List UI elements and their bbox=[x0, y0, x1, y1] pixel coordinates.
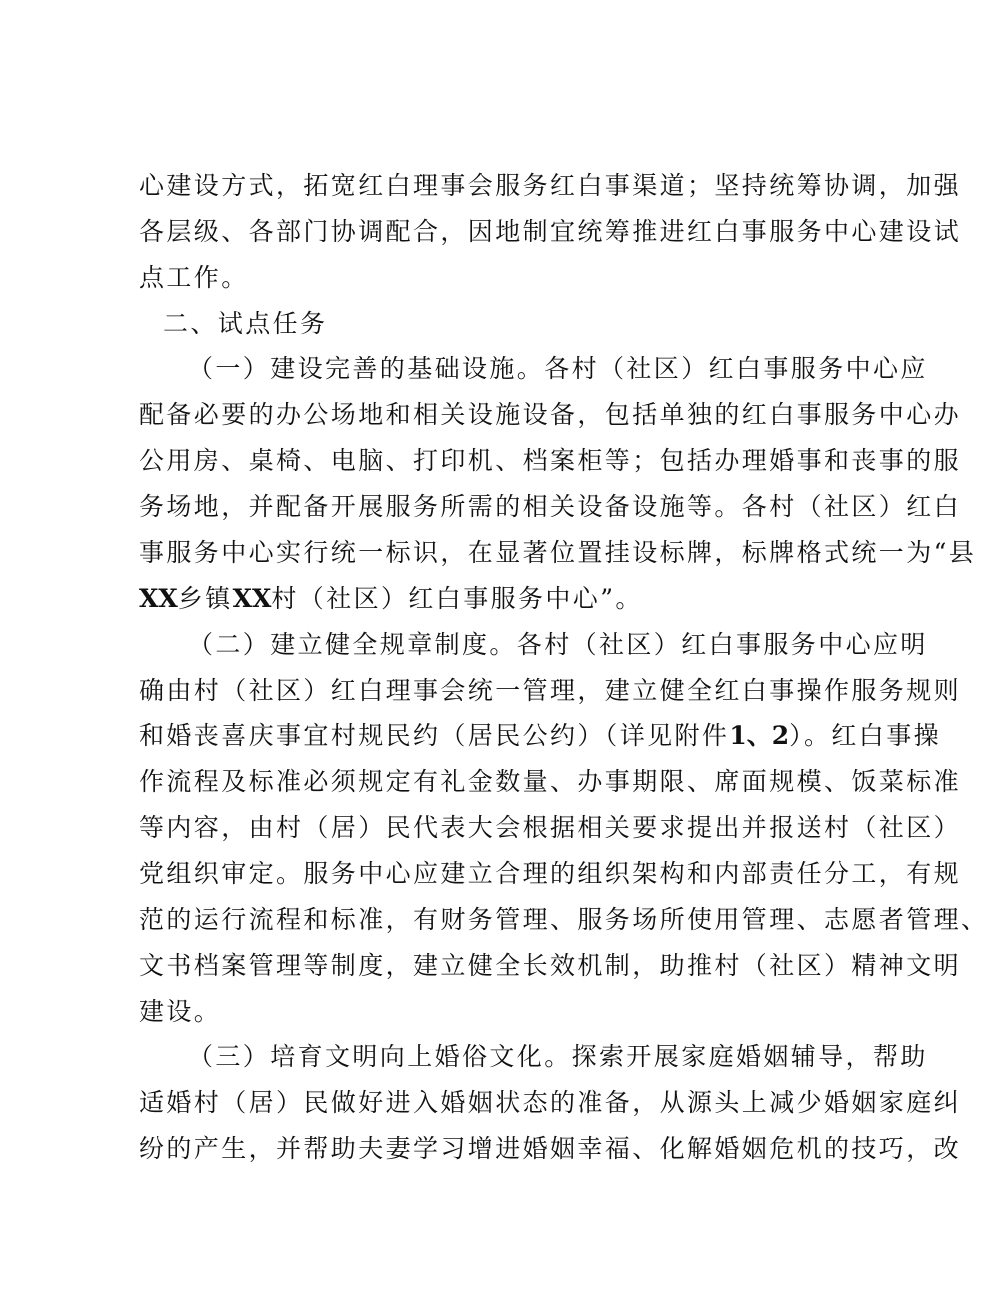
para2-line-6: 党组织审定。服务中心应建立合理的组织架构和内部责任分工，有规 bbox=[139, 859, 962, 888]
placeholder-xx-county: XX bbox=[139, 584, 178, 613]
para0-line-3: 点工作。 bbox=[139, 263, 249, 292]
text-center-name: 村（社区）红白事服务中心”。 bbox=[271, 584, 643, 613]
para2-line-4: 作流程及标准必须规定有礼金数量、办事期限、席面规模、饭菜标准 bbox=[139, 767, 962, 796]
para2-line-1: （二）建立健全规章制度。各村（社区）红白事服务中心应明 bbox=[188, 630, 928, 659]
text-village-rules: 和婚丧喜庆事宜村规民约（居民公约）（详见附件 bbox=[139, 721, 730, 750]
para2-line-3 bbox=[139, 721, 941, 751]
placeholder-xx-village: XX bbox=[232, 584, 272, 613]
para2-line-5: 等内容，由村（居）民代表大会根据相关要求提出并报送村（社区） bbox=[139, 813, 962, 842]
para0-line-1: 心建设方式，拓宽红白理事会服务红白事渠道；坚持统筹协调，加强 bbox=[139, 171, 962, 200]
para3-line-2: 适婚村（居）民做好进入婚姻状态的准备，从源头上减少婚姻家庭纠 bbox=[139, 1088, 962, 1117]
para1-line-6 bbox=[139, 584, 643, 614]
para2-line-9: 建设。 bbox=[139, 997, 222, 1026]
para2-line-8: 文书档案管理等制度，建立健全长效机制，助推村（社区）精神文明 bbox=[139, 951, 962, 980]
text-operation: ）。红白事操 bbox=[789, 721, 942, 750]
section-heading: 二、试点任务 bbox=[163, 309, 328, 338]
text-township: 乡镇 bbox=[177, 584, 233, 613]
para1-line-4: 务场地，并配备开展服务所需的相关设备设施等。各村（社区）红白 bbox=[139, 492, 962, 521]
para3-line-3: 纷的产生，并帮助夫妻学习增进婚姻幸福、化解婚姻危机的技巧，改 bbox=[139, 1134, 962, 1163]
para1-line-3: 公用房、桌椅、电脑、打印机、档案柜等；包括办理婚事和丧事的服 bbox=[139, 446, 962, 475]
para0-line-2: 各层级、各部门协调配合，因地制宜统筹推进红白事服务中心建设试 bbox=[139, 217, 962, 246]
para1-line-2: 配备必要的办公场地和相关设施设备，包括单独的红白事服务中心办 bbox=[139, 400, 962, 429]
para2-line-7: 范的运行流程和标准，有财务管理、服务场所使用管理、志愿者管理、 bbox=[139, 905, 988, 934]
para2-line-2: 确由村（社区）红白理事会统一管理，建立健全红白事操作服务规则 bbox=[139, 676, 962, 705]
para3-line-1: （三）培育文明向上婚俗文化。探索开展家庭婚姻辅导，帮助 bbox=[188, 1042, 928, 1071]
para1-line-1: （一）建设完善的基础设施。各村（社区）红白事服务中心应 bbox=[188, 354, 928, 383]
attachment-numbers: 1、2 bbox=[729, 721, 790, 750]
para1-line-5: 事服务中心实行统一标识，在显著位置挂设标牌，标牌格式统一为“县 bbox=[139, 538, 977, 567]
